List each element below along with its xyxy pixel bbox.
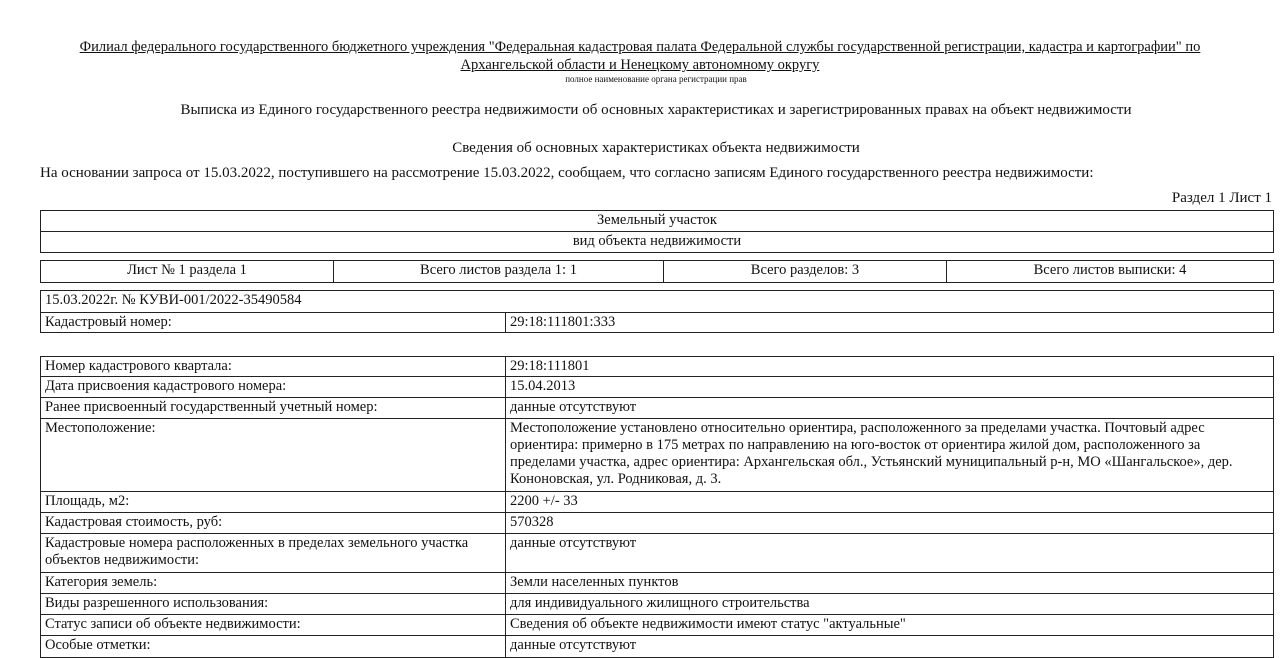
row-value: данные отсутствуют [505, 533, 1274, 573]
row-label: Кадастровая стоимость, руб: [40, 512, 506, 534]
row-label: Особые отметки: [40, 635, 506, 658]
row-label: Площадь, м2: [40, 491, 506, 513]
document-title: Выписка из Единого государственного реестра недвижимости об основных характеристиках и зарегистрированных правах на объект недвижимости [180, 102, 1132, 118]
cadastral-label: Кадастровый номер: [40, 312, 506, 333]
row-label: Местоположение: [40, 418, 506, 492]
object-type: Земельный участок [40, 210, 1274, 232]
row-label: Виды разрешенного использования: [40, 593, 506, 615]
document-subtitle: Сведения об основных характеристиках объекта недвижимости [452, 140, 860, 156]
section-label: Раздел 1 Лист 1 [1171, 190, 1272, 206]
sheet-info: Всего разделов: 3 [663, 260, 947, 283]
sheet-info: Всего листов выписки: 4 [946, 260, 1274, 283]
sheet-info: Всего листов раздела 1: 1 [333, 260, 664, 283]
basis-text: На основании запроса от 15.03.2022, поступившего на рассмотрение 15.03.2022, сообщаем, что согласно записям Единого государственного реестра недвижимости: [40, 165, 1094, 181]
row-value: 29:18:111801 [505, 356, 1274, 377]
object-type-label: вид объекта недвижимости [40, 231, 1274, 253]
row-value: для индивидуального жилищного строительства [505, 593, 1274, 615]
row-label: Кадастровые номера расположенных в пределах земельного участка объектов недвижимости: [40, 533, 506, 573]
row-label: Дата присвоения кадастрового номера: [40, 376, 506, 398]
row-value: данные отсутствуют [505, 635, 1274, 658]
row-value: Местоположение установлено относительно ориентира, расположенного за пределами участка. Почтовый адрес ориентира: примерно в 175 метрах по направлению на юго-восток от ориентира жилой дом, расположенного за пределами участка, адрес ориентира: Архангельская обл., Устьянский муниципальный р-н, МО «Шангальское», дер. Кононовская, ул. Родниковая, д. 3. [505, 418, 1274, 492]
row-label: Ранее присвоенный государственный учетный номер: [40, 397, 506, 419]
org-note: полное наименование органа регистрации прав [565, 74, 747, 84]
row-value: 570328 [505, 512, 1274, 534]
row-label: Категория земель: [40, 572, 506, 594]
org-name: Филиал федерального государственного бюджетного учреждения "Федеральная кадастровая палата Федеральной службы государственной регистрации, кадастра и картографии" по Архангельской области и Ненецкому автономному округу [79, 39, 1201, 73]
row-label: Номер кадастрового квартала: [40, 356, 506, 377]
row-label: Статус записи об объекте недвижимости: [40, 614, 506, 636]
sheet-info: Лист № 1 раздела 1 [40, 260, 334, 283]
row-value: Земли населенных пунктов [505, 572, 1274, 594]
row-value: 2200 +/- 33 [505, 491, 1274, 513]
row-value: 15.04.2013 [505, 376, 1274, 398]
cadastral-value: 29:18:111801:333 [505, 312, 1274, 333]
row-value: данные отсутствуют [505, 397, 1274, 419]
row-value: Сведения об объекте недвижимости имеют статус "актуальные" [505, 614, 1274, 636]
doc-reference: 15.03.2022г. № КУВИ-001/2022-35490584 [40, 290, 1274, 313]
